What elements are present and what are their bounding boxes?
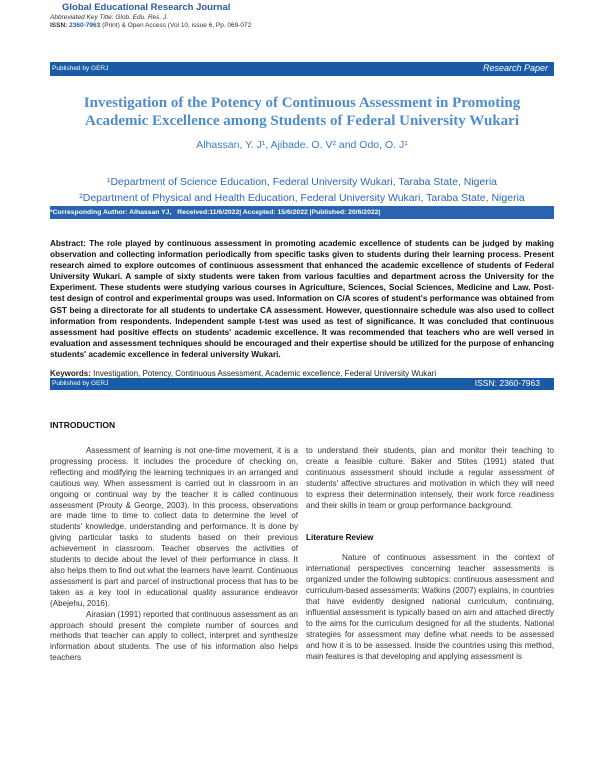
affiliation-1: ¹Department of Science Education, Federal University Wukari, Taraba State, Nigeria bbox=[106, 176, 498, 188]
keywords bbox=[50, 369, 554, 378]
abstract bbox=[50, 238, 554, 360]
affiliation-2: ²Department of Physical and Health Education, Federal University Wukari, Taraba State, Nigeria bbox=[79, 192, 525, 204]
footer-publisher: Published by GERJ bbox=[52, 380, 109, 387]
literature-review-heading: Literature Review bbox=[306, 533, 374, 543]
paper-type: Research Paper bbox=[482, 63, 548, 73]
publisher-label: Published by GERJ bbox=[52, 65, 109, 72]
issn-rest: (Print) & Open Access (Vol 10, issue 6, Pp. 069-072 bbox=[102, 22, 252, 29]
introduction-heading: INTRODUCTION bbox=[50, 420, 116, 430]
literature-paragraph-1: Nature of continuous assessment in the context of international perspectives concerning teacher assessments is organized under the following subtopics: continuous assessment and curriculum-based assessments: Watkins (2007) explains, in countries that have evidently designed national curriculum, continuing, influential assessment is typically based on aim and attached directly to the aims for the curriculum designed for all the students. National strategies for assessment may define what needs to be assessed and how it is to be assessed. Inside the countries using this method, main features is that developing and applying assessment is bbox=[306, 553, 555, 661]
issn-label: ISSN: bbox=[50, 22, 68, 29]
keywords-label: Keywords: bbox=[50, 369, 91, 378]
issn-value: 2360-7963 bbox=[69, 22, 101, 29]
right-paragraph-1: to understand their students, plan and monitor their teaching to create a feasible culture. Baker and Stites (1991) stated that continuous assessment should include a regular assessment of students' affective structures and motivation in which they will need to express their determination intensely, their work force readiness and their skills in team or group performance background. bbox=[306, 446, 554, 510]
article-title bbox=[50, 94, 554, 130]
journal-abbrev: Abbreviated Key Title: Glob. Edu. Res. J. bbox=[50, 14, 169, 21]
keywords-text: Investigation, Potency, Continuous Assessment, Academic excellence, Federal University Wukari bbox=[93, 369, 437, 378]
abstract-label: Abstract: bbox=[50, 239, 86, 248]
intro-paragraph-1: Assessment of learning is not one-time movement, it is a progressing process. It includes the procedure of checking on, reflecting and modifying the learning techniques in an arranged and cautious way. When assessment is carried out in classroom in an ongoing or continual way by the teacher it is called continuous assessment (Prouty & George, 2003). In this process, observations are made time to time to collect data to determine the level of students' knowledge, understanding and performance. It is done by giving particular tasks to students based on their previous achievement in classroom. Teacher observes the activities of students to decide about the level of their performance in class. It also helps them to find out what the learners have learnt. Continuous assessment is part and parcel of instructional process that has to be taken as a key tool in educational quality assurance endeavor (Abejehu, 2016). bbox=[50, 446, 298, 608]
abstract-text: The role played by continuous assessment in promoting academic excellence of students can be judged by making observation and collecting information periodically from specific tasks given to students during their learning process. Present research aimed to explore outcomes of continuous assessment that enhanced the academic excellence of students of Federal University Wukari. A sample of sixty students were taken from various faculties and department across the University for the Experiment. These students were studying various courses in Agriculture, Sciences, Social Sciences, Medicine and Law. Post-test design of control and experimental groups was used. Information on C/A scores of student's performance was obtained from GST being a directorate for all students to undertake CA assessment. However, questionnaire schedule was also used to collect information from respondents. Independent sample t-test was used as test of significance. It was concluded that continuous assessment had positive effects on students' academic excellence. It was recommended that teachers who are well versed in evaluation and assessment techniques should be encouraged and their expertise should be utilized for the purpose of enhancing students' academic excellence in federal university Wukari. bbox=[50, 239, 554, 359]
column-left bbox=[50, 446, 298, 664]
intro-paragraph-2: Airasian (1991) reported that continuous assessment as an approach should present the complete number of sources and methods that teacher can apply to collect, interpret and synthesize information about students. The use of his information also helps teachers bbox=[50, 609, 298, 663]
journal-issn-line bbox=[50, 22, 251, 29]
authors: Alhassan, Y. J¹, Ajibade. O. V² and Odo, O. J¹ bbox=[196, 139, 408, 151]
column-right bbox=[306, 446, 554, 662]
title-line-1: Investigation of the Potency of Continuous Assessment in Promoting bbox=[83, 95, 521, 111]
publisher-bar-bottom bbox=[50, 378, 554, 390]
journal-name: Global Educational Research Journal bbox=[62, 2, 231, 13]
publisher-bar-top bbox=[50, 62, 554, 76]
corresponding-bar bbox=[50, 206, 554, 219]
dates: Received:11/6/2022| Accepted: 15/6/2022 |Published: 20/6/2022| bbox=[177, 209, 381, 216]
corresponding-author: *Corresponding Author: Alhassan YJ, bbox=[50, 209, 172, 216]
footer-issn: ISSN: 2360-7963 bbox=[474, 378, 540, 388]
title-line-2: Academic Excellence among Students of Federal University Wukari bbox=[85, 113, 519, 129]
